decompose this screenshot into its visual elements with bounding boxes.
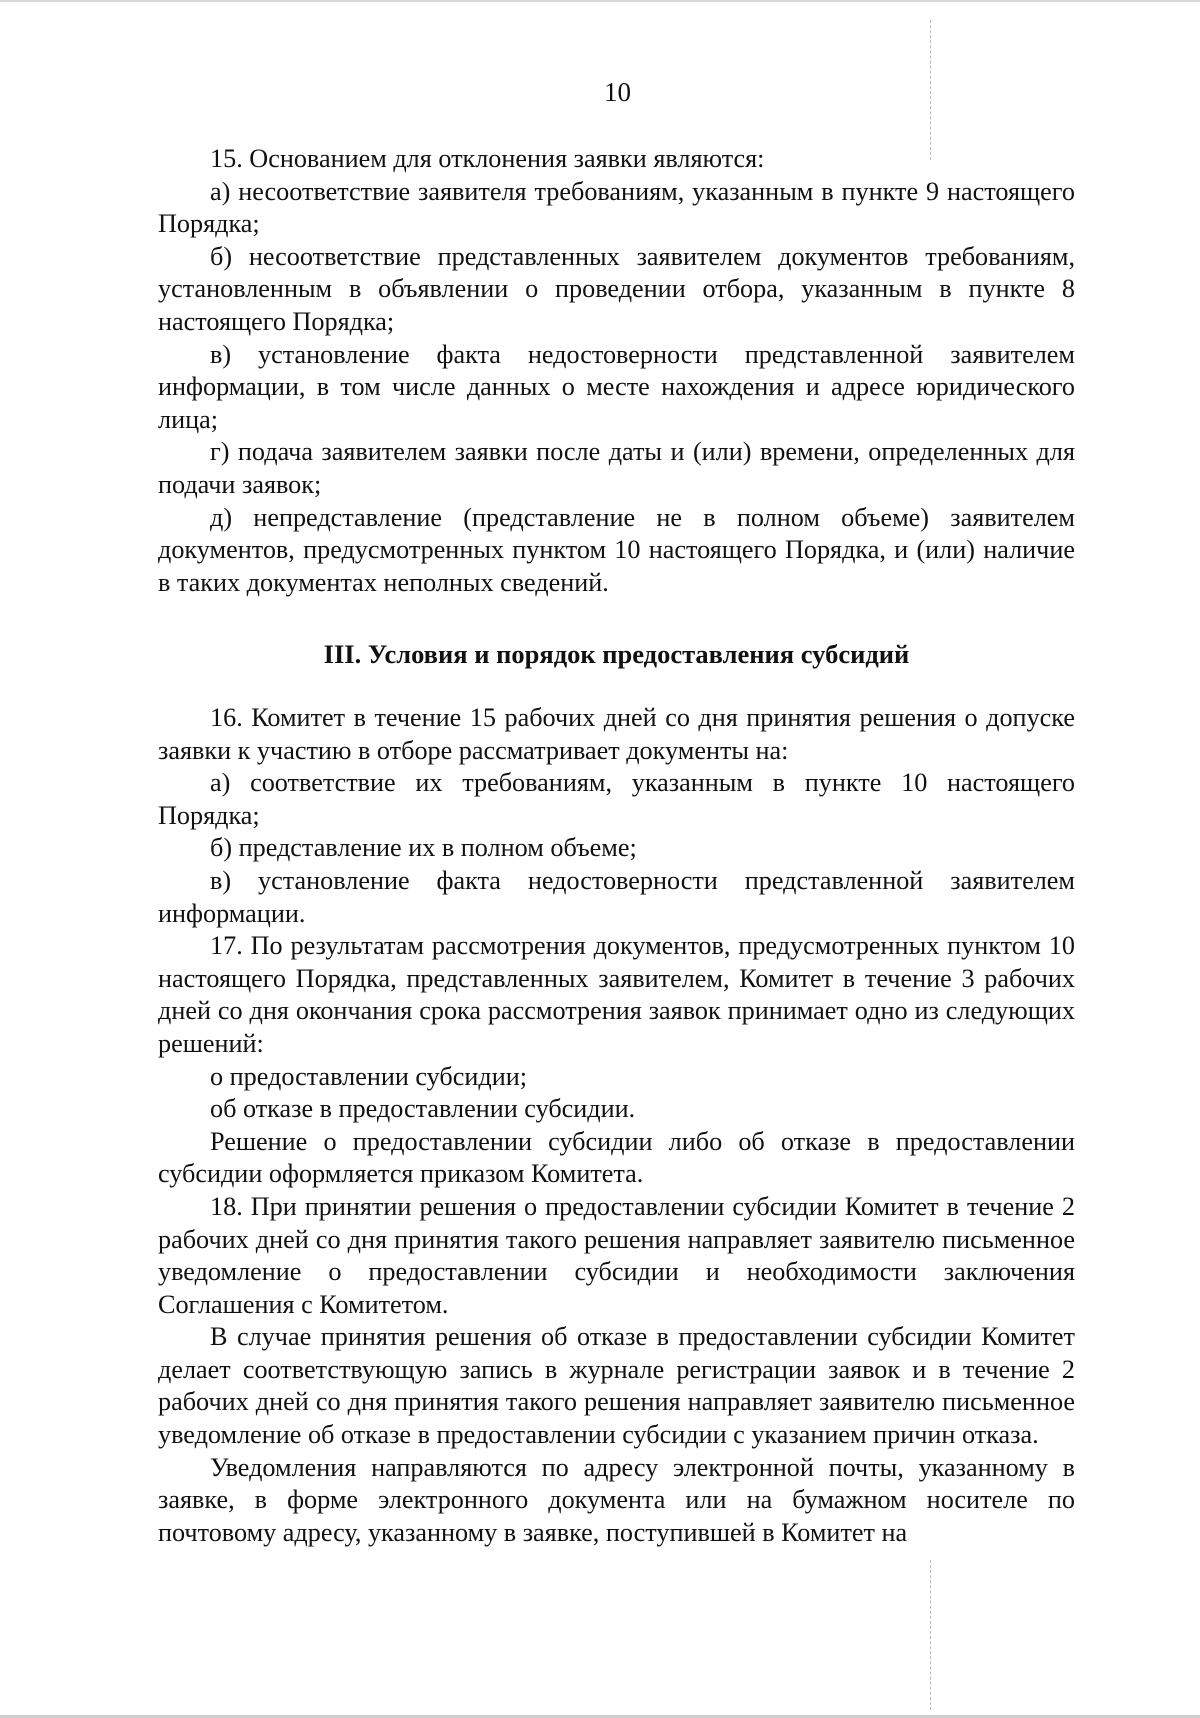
scan-artifact-line [930, 1560, 931, 1710]
section-heading: III. Условия и порядок предоставления субсидий [323, 639, 910, 669]
paragraph-15-b: б) несоответствие представленных заявителем документов требованиям, установленным в объявлении о проведении отбора, указанным в пункте 8 настоящего Порядка; [158, 241, 1075, 336]
paragraph-15-a: а) несоответствие заявителя требованиям, указанным в пункте 9 настоящего Порядка; [158, 176, 1075, 239]
paragraph-18-notifications: Уведомления направляются по адресу электронной почты, указанному в заявке, в форме электронного документа или на бумажном носителе по почтовому адресу, указанному в заявке, поступившей в Комитет на [158, 1452, 1075, 1547]
paragraph-16: 16. Комитет в течение 15 рабочих дней со дня принятия решения о допуске заявки к участию в отборе рассматривает документы на: [158, 703, 1075, 765]
text-block-after-heading [158, 702, 1075, 1549]
paragraph-17: 17. По результатам рассмотрения документов, предусмотренных пунктом 10 настоящего Порядка, представленных заявителем, Комитет в течение 3 рабочих дней со дня окончания срока рассмотрения заявок принимает одно из следующих решений: [158, 931, 1075, 1058]
text-block-before-heading [158, 143, 1075, 599]
page-number: 10 [604, 77, 631, 107]
paragraph-17-option-2: об отказе в предоставлении субсидии. [210, 1094, 636, 1124]
paragraph-18-refusal: В случае принятия решения об отказе в предоставлении субсидии Комитет делает соответствующую запись в журнале регистрации заявок и в течение 2 рабочих дней со дня принятия такого решения направляет заявителю письменное уведомление об отказе в предоставлении субсидии с указанием причин отказа. [158, 1322, 1075, 1450]
paragraph-18: 18. При принятии решения о предоставлении субсидии Комитет в течение 2 рабочих дней со дня принятия такого решения направляет заявителю письменное уведомление о предоставлении субсидии и необходимости заключения Соглашения с Комитетом. [158, 1191, 1075, 1319]
paragraph-15-g: г) подача заявителем заявки после даты и (или) времени, определенных для подачи заявок; [158, 437, 1075, 499]
paragraph-15-heading: 15. Основанием для отклонения заявки являются: [210, 144, 765, 173]
scan-top-edge [0, 0, 1200, 2]
paragraph-16-v: в) установление факта недостоверности представленной заявителем информации. [158, 865, 1075, 928]
paragraph-16-a: а) соответствие их требованиям, указанным в пункте 10 настоящего Порядка; [158, 768, 1075, 830]
paragraph-16-b: б) представление их в полном объеме; [210, 833, 637, 863]
paragraph-15-v: в) установление факта недостоверности представленной заявителем информации, в том числе данных о месте нахождения и адресе юридического лица; [158, 339, 1075, 434]
paragraph-17-order: Решение о предоставлении субсидии либо об отказе в предоставлении субсидии оформляется приказом Комитета. [158, 1126, 1075, 1189]
paragraph-15-d: д) непредставление (представление не в полном объеме) заявителем документов, предусмотренных пунктом 10 настоящего Порядка, и (или) наличие в таких документах неполных сведений. [158, 502, 1075, 597]
paragraph-17-option-1: о предоставлении субсидии; [210, 1061, 528, 1091]
